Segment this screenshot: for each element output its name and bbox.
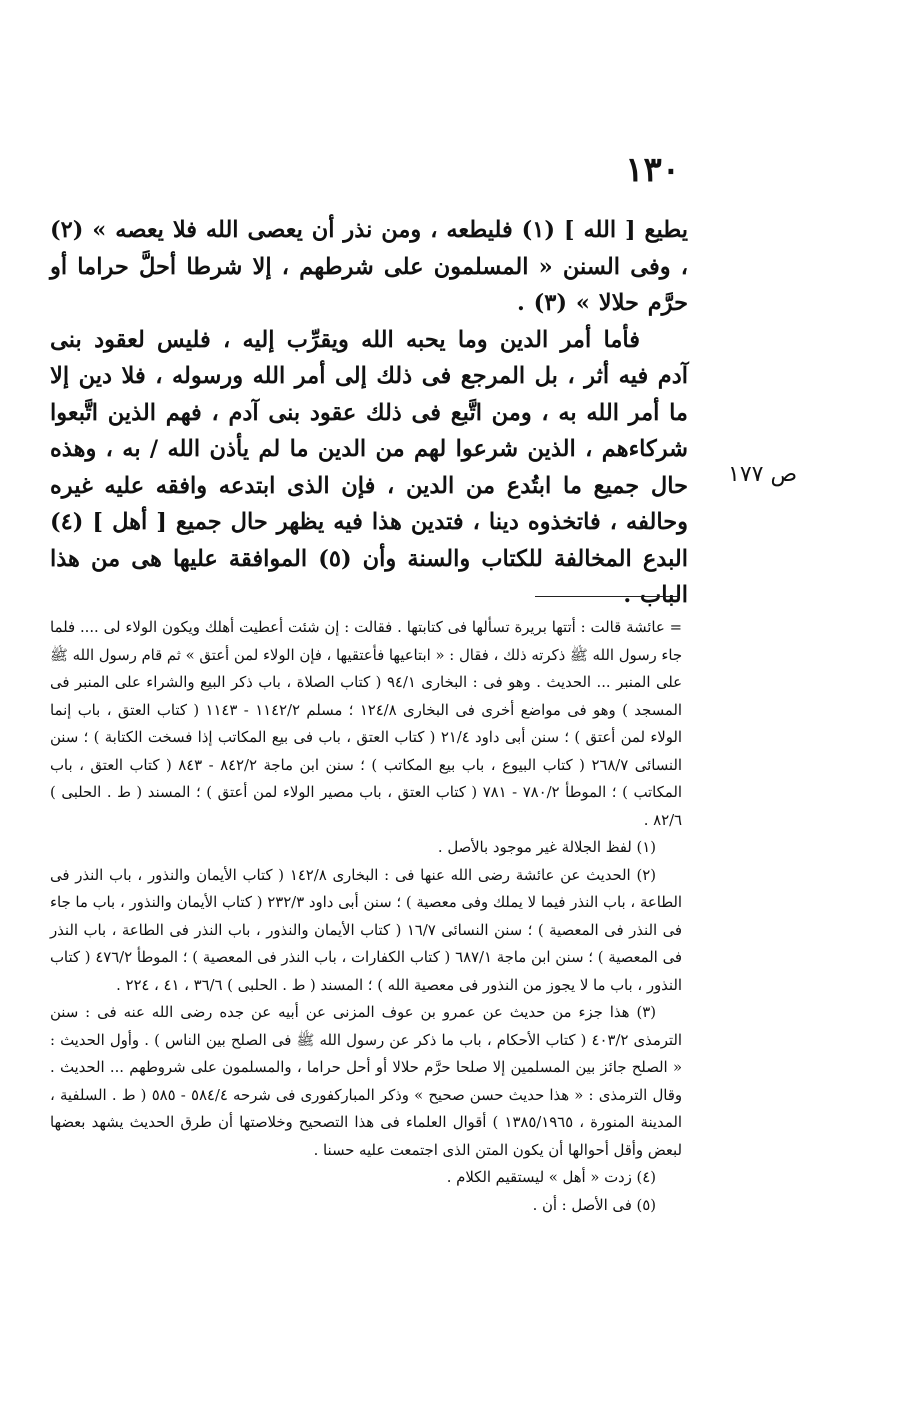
page-number: ١٣٠ (625, 150, 680, 190)
footnote-2: (٢) الحديث عن عائشة رضى الله عنها فى : البخارى ١٤٢/٨ ( كتاب الأيمان والنذور ، باب النذر فى الطاعة ، باب النذر فيما لا يملك وفى معصية ) ؛ سنن أبى داود ٢٣٢/٣ ( كتاب الأيمان والنذور ، باب ما جاء فى النذر فى المعصية ) ؛ سنن النسائى ١٦/٧ ( كتاب الأيمان والنذور ، باب النذر فى الطاعة ، باب النذر فى المعصية ) ؛ سنن ابن ماجة ٦٨٧/١ ( كتاب الكفارات ، باب النذر فى المعصية ) ؛ الموطأ ٤٧٦/٢ ( كتاب النذور ، باب ما لا يجوز من النذور فى معصية الله ) ؛ المسند ( ط . الحلبى ) ٣٦/٦ ، ٤١ ، ٢٢٤ . (50, 866, 682, 994)
main-paragraph-1: يطيع [ الله ] (١) فليطعه ، ومن نذر أن يعصى الله فلا يعصه » (٢) ، وفى السنن « المسلمون على شرطهم ، إلا شرطا أحلَّ حراما أو حرَّم حلالا » (٣) . (50, 217, 688, 316)
footnotes-section (50, 614, 682, 1219)
margin-page-reference: ص ١٧٧ (728, 462, 798, 487)
main-text-body (50, 212, 688, 614)
footnote-4: (٤) زدت « أهل » ليستقيم الكلام . (446, 1169, 656, 1186)
footnote-1: (١) لفظ الجلالة غير موجود بالأصل . (437, 839, 656, 856)
footnote-separator (535, 596, 680, 597)
footnote-continuation: = عائشة قالت : أتتها بريرة تسألها فى كتابتها . فقالت : إن شئت أعطيت أهلك ويكون الولاء لى .... فلما جاء رسول الله ﷺ ذكرته ذلك ، فقال : « ابتاعيها فأعتقيها ، فإن الولاء لمن أعتق » ثم قام رسول الله ﷺ على المنبر ... الحديث . وهو فى : البخارى ٩٤/١ ( كتاب الصلاة ، باب ذكر البيع والشراء على المنبر فى المسجد ) وهو فى مواضع أخرى فى البخارى ١٢٤/٨ ؛ مسلم ١١٤٢/٢ - ١١٤٣ ( كتاب العتق ، باب إنما الولاء لمن أعتق ) ؛ سنن أبى داود ٢١/٤ ( كتاب العتق ، باب فى بيع المكاتب إذا فسخت الكتابة ) ؛ سنن النسائى ٢٦٨/٧ ( كتاب البيوع ، باب بيع المكاتب ) ؛ سنن ابن ماجة ٨٤٢/٢ - ٨٤٣ ( كتاب العتق ، باب المكاتب ) ؛ الموطأ ٧٨٠/٢ - ٧٨١ ( كتاب العتق ، باب مصير الولاء لمن أعتق ) ؛ المسند ( ط . الحلبى ) ٨٢/٦ . (50, 619, 683, 829)
footnote-3: (٣) هذا جزء من حديث عن عمرو بن عوف المزنى عن أبيه عن جده رضى الله عنه فى : سنن الترمذى ٤٠٣/٢ ( كتاب الأحكام ، باب ما ذكر عن رسول الله ﷺ فى الصلح بين الناس ) . وأول الحديث : « الصلح جائز بين المسلمين إلا صلحا حرَّم حلالا أو أحل حراما ، والمسلمون على شروطهم ... الحديث . وقال الترمذى : « هذا حديث حسن صحيح » وذكر المباركفورى فى شرحه ٥٨٤/٤ - ٥٨٥ ( ط . السلفية ، المدينة المنورة ، ١٣٨٥/١٩٦٥ ) أقوال العلماء فى هذا التصحيح وخلاصتها أن طرق الحديث يشهد بعضها لبعض وأقل أحوالها أن يكون المتن الذى اجتمعت عليه حسنا . (50, 1004, 683, 1159)
footnote-5: (٥) فى الأصل : أن . (532, 1196, 656, 1214)
main-paragraph-2: فأما أمر الدين وما يحبه الله ويقرِّب إليه ، فليس لعقود بنى آدم فيه أثر ، بل المرجع فى ذلك إلى أمر الله ورسوله ، فلا دين إلا ما أمر الله به ، ومن اتَّبع فى ذلك عقود بنى آدم ، فهم الذين اتَّبعوا شركاءهم ، الذين شرعوا لهم من الدين ما لم يأذن الله / به ، وهذه حال جميع ما ابتُدع من الدين ، فإن الذى ابتدعه وافقه عليه غيره وحالفه ، فاتخذوه دينا ، فتدين هذا فيه يظهر حال جميع [ أهل ] (٤) البدع المخالفة للكتاب والسنة وأن (٥) الموافقة عليها هى من هذا الباب . (50, 326, 688, 608)
